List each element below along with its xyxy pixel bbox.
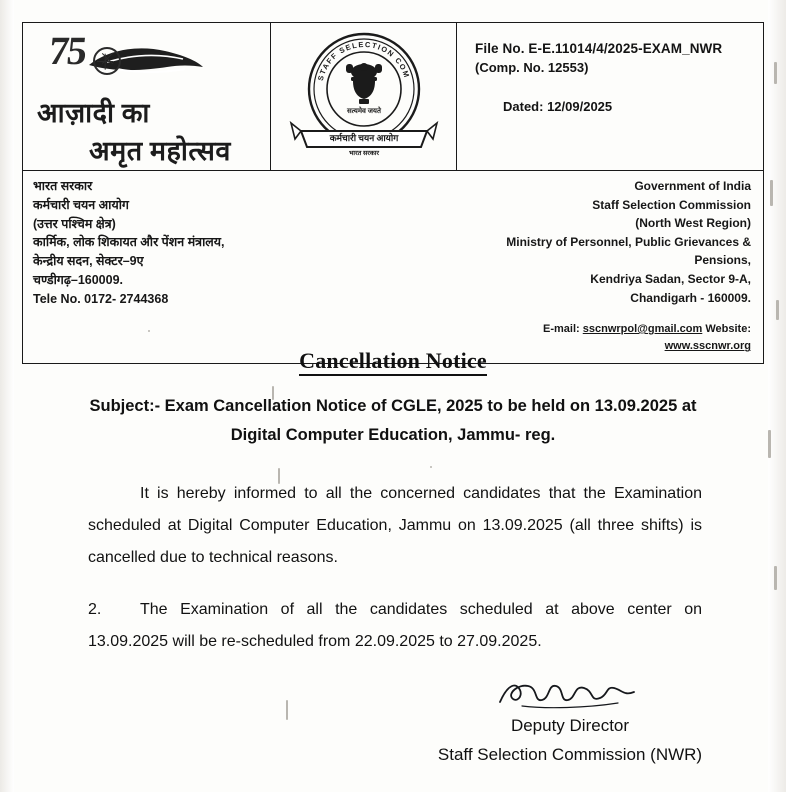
azadi-line1: आज़ादी का: [37, 98, 150, 128]
address-english-line: (North West Region): [635, 216, 751, 231]
letterhead-top-row: [23, 23, 763, 171]
signatory-organisation: Staff Selection Commission (NWR): [437, 744, 703, 764]
website-link[interactable]: www.sscnwr.org: [664, 340, 751, 353]
telephone-line: Tele No. 0172- 2744368: [33, 291, 169, 306]
handwritten-signature-icon: [494, 676, 654, 710]
scan-edge-left: [0, 0, 14, 792]
scan-speck: [774, 566, 777, 590]
scan-speck: [774, 62, 777, 84]
email-link[interactable]: sscnwrpol@gmail.com: [582, 323, 703, 336]
paragraph-2: [88, 594, 702, 658]
scan-speck: [430, 466, 432, 468]
letterhead: [22, 22, 764, 364]
address-hindi-line: भारत सरकार: [33, 179, 93, 193]
scan-speck: [768, 430, 771, 458]
paragraph-2-number: 2.: [88, 601, 102, 618]
signature-block: [420, 676, 720, 770]
dated-value: 12/09/2025: [547, 98, 613, 114]
ssc-emblem-icon: [289, 27, 439, 167]
website-label: Website:: [705, 323, 751, 336]
scan-speck: [286, 700, 288, 720]
email-label: E-mail:: [543, 323, 580, 336]
address-hindi-line: कर्मचारी चयन आयोग: [33, 197, 129, 212]
address-english-line: Staff Selection Commission: [592, 197, 751, 212]
address-hindi-line: केन्द्रीय सदन, सेक्टर–9ए: [33, 254, 144, 268]
subject-line: Subject:- Exam Cancellation Notice of CGLE, 2025 to be held on 13.09.2025 at Digital Computer Education, Jammu- reg.: [89, 397, 697, 444]
scan-speck: [776, 300, 779, 320]
svg-text:STAFF SELECTION COM: STAFF SELECTION COM: [315, 39, 412, 82]
address-english-line: Ministry of Personnel, Public Grievances & Pensions,: [506, 234, 751, 268]
azadi-numeral: 75: [46, 28, 88, 73]
file-number: File No. E-E.11014/4/2025-EXAM_NWR: [475, 41, 723, 56]
paragraph-2-text: The Examination of all the candidates scheduled at above center on 13.09.2025 will be re-scheduled from 22.09.2025 to 27.09.2025.: [88, 601, 702, 650]
address-english-line: Chandigarh - 160009.: [630, 290, 751, 305]
azadi-line2: अमृत महोत्सव: [89, 136, 231, 166]
emblem-motto: सत्यमेव जयते: [346, 106, 381, 115]
dated-label: Dated:: [503, 98, 544, 114]
address-hindi-line: चण्डीगढ़–160009.: [33, 272, 124, 287]
letterhead-address-row: [23, 171, 763, 363]
address-hindi-line: (उत्तर पश्चिम क्षेत्र): [33, 216, 116, 231]
paragraph-1-text: It is hereby informed to all the concerned candidates that the Examination scheduled at Digital Computer Education, Jammu on 13.09.2025 (all three shifts) is cancelled due to technical reasons.: [88, 485, 702, 566]
page-title: [0, 348, 786, 374]
azadi-logo-cell: [23, 23, 271, 170]
comp-number: (Comp. No. 12553): [475, 59, 589, 75]
address-hindi: [23, 171, 457, 363]
svg-text:कर्मचारी चयन आयोग: कर्मचारी चयन आयोग: [329, 132, 398, 143]
signatory-designation: Deputy Director: [510, 716, 630, 735]
scan-edge-right: [768, 0, 786, 792]
dated-line: [503, 99, 749, 114]
ssc-emblem-cell: [271, 23, 457, 170]
address-english: [457, 171, 763, 363]
signature-mark: [420, 676, 720, 710]
scan-speck: [770, 180, 773, 206]
address-hindi-line: कार्मिक, लोक शिकायत और पेंशन मंत्रालय,: [33, 235, 225, 250]
paragraph-1: [88, 478, 702, 574]
file-reference-cell: [457, 23, 763, 170]
azadi-logo-mark: [33, 29, 262, 91]
page-title-text: Cancellation Notice: [299, 348, 487, 376]
address-english-line: Kendriya Sadan, Sector 9-A,: [590, 271, 751, 286]
address-english-line: Government of India: [634, 179, 751, 193]
svg-text:भारत सरकार: भारत सरकार: [348, 149, 379, 157]
ashoka-chakra-icon: [93, 47, 121, 75]
